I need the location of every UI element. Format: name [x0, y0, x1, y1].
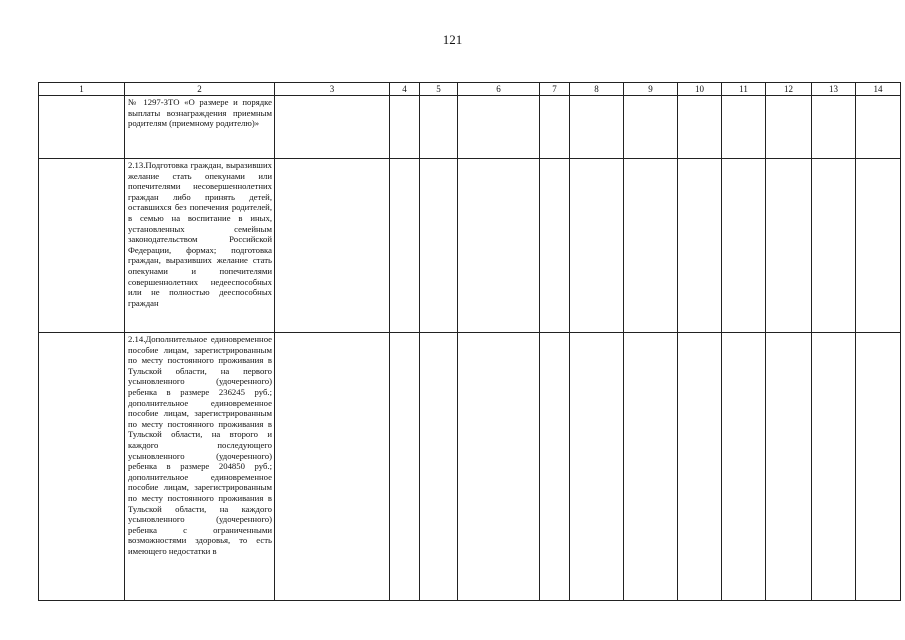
column-header: 12: [766, 83, 812, 96]
data-table: [38, 82, 901, 601]
column-header: 2: [125, 83, 275, 96]
column-header: 5: [420, 83, 458, 96]
row-text: 2.13.Подготовка граждан, выразивших желание стать опекунами или попечителями несовершеннолетних граждан либо принять детей, оставшихся без попечения родителей, в семью на воспитание в иных, установленных семейным законодательством Российской Федерации, формах; подготовка граждан, выразивших желание стать опекунами и попечителями совершеннолетних недееспособных или не полностью дееспособных граждан: [128, 160, 272, 308]
column-header: 14: [856, 83, 901, 96]
column-header: 1: [39, 83, 125, 96]
row-text: 2.14.Дополнительное единовременное пособие лицам, зарегистрированным по месту постоянного проживания в Тульской области, на первого усыновленного (удочеренного) ребенка в размере 236245 руб.; дополнительное единовременное пособие лицам, зарегистрированным по месту постоянного проживания в Тульской области, на второго и каждого последующего усыновленного (удочеренного) ребенка в размере 204850 руб.; дополнительное единовременное пособие лицам, зарегистрированным по месту постоянного проживания в Тульской области, на каждого усыновленного (удочеренного) ребенка с ограниченными возможностями здоровья, то есть имеющего недостатки в: [128, 334, 272, 556]
column-header: 10: [678, 83, 722, 96]
column-header: 3: [275, 83, 390, 96]
column-header: 7: [540, 83, 570, 96]
column-header: 6: [458, 83, 540, 96]
column-header: 9: [624, 83, 678, 96]
column-header: 11: [722, 83, 766, 96]
row-text: № 1297-ЗТО «О размере и порядке выплаты вознаграждения приемным родителям (приемному родителю)»: [128, 97, 272, 129]
table-row: [39, 159, 901, 333]
column-header: 4: [390, 83, 420, 96]
table-row: [39, 333, 901, 601]
column-header: 8: [570, 83, 624, 96]
table-row: [39, 96, 901, 159]
page-number: 121: [442, 32, 463, 47]
table-header-row: [39, 83, 901, 96]
column-header: 13: [812, 83, 856, 96]
